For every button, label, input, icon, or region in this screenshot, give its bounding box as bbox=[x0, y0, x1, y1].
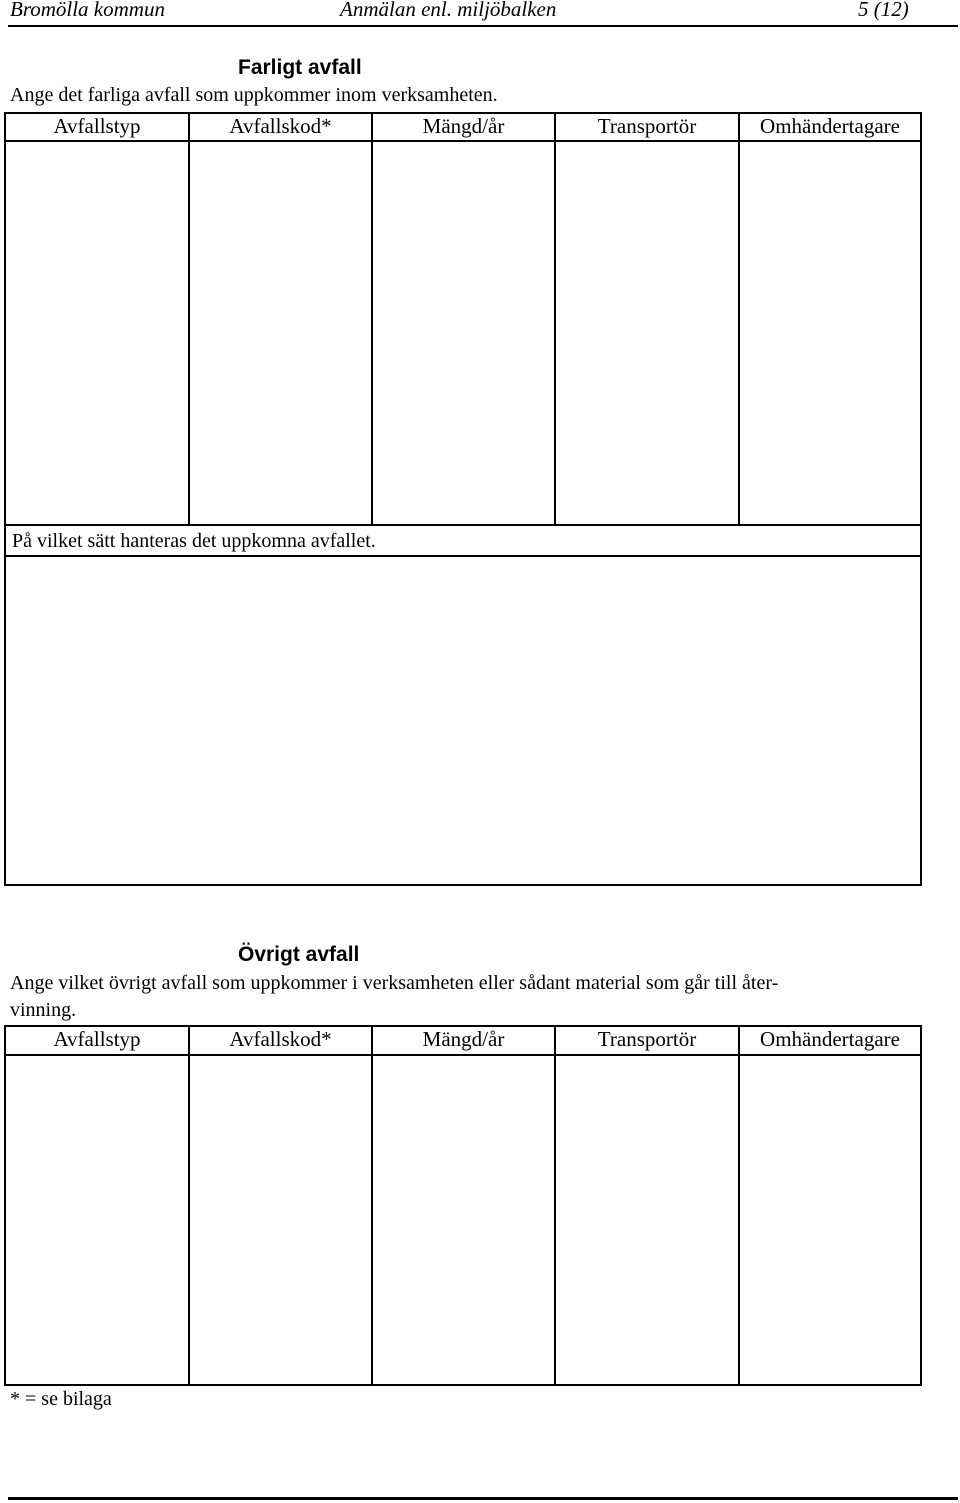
input-cell-mangd[interactable] bbox=[373, 142, 554, 526]
column-header-avfallstyp: Avfallstyp bbox=[53, 1027, 141, 1051]
column-header-transportor: Transportör bbox=[597, 114, 697, 138]
header-page-number: 5 (12) bbox=[858, 0, 909, 21]
input-cell-omhandertagare[interactable] bbox=[740, 1056, 920, 1386]
waste-handling-label: På vilket sätt hanteras det uppkomna avfallet. bbox=[12, 530, 376, 552]
waste-handling-input[interactable] bbox=[6, 557, 920, 884]
column-header-avfallskod: Avfallskod* bbox=[229, 114, 332, 138]
header-rule bbox=[8, 25, 958, 27]
other-waste-heading: Övrigt avfall bbox=[238, 943, 360, 966]
hazardous-waste-instruction: Ange det farliga avfall som uppkommer inom verksamheten. bbox=[10, 84, 498, 106]
input-cell-transportor[interactable] bbox=[556, 1056, 738, 1386]
footer-rule bbox=[8, 1497, 958, 1500]
column-header-mangd: Mängd/år bbox=[422, 114, 505, 138]
input-cell-avfallskod[interactable] bbox=[190, 142, 371, 526]
hazardous-waste-table bbox=[4, 112, 922, 526]
input-cell-avfallstyp[interactable] bbox=[6, 142, 188, 526]
hazardous-waste-heading: Farligt avfall bbox=[238, 56, 362, 79]
column-header-transportor: Transportör bbox=[597, 1027, 697, 1051]
input-cell-avfallstyp[interactable] bbox=[6, 1056, 188, 1386]
column-header-omhandertagare: Omhändertagare bbox=[760, 1027, 900, 1051]
input-cell-avfallskod[interactable] bbox=[190, 1056, 371, 1386]
footnote: * = se bilaga bbox=[10, 1388, 112, 1410]
input-cell-transportor[interactable] bbox=[556, 142, 738, 526]
other-waste-instruction-line1: Ange vilket övrigt avfall som uppkommer i verksamheten eller sådant material som går till åter- bbox=[10, 972, 779, 994]
other-waste-table bbox=[4, 1025, 922, 1386]
waste-handling-box bbox=[4, 524, 922, 886]
column-header-avfallskod: Avfallskod* bbox=[229, 1027, 332, 1051]
input-cell-omhandertagare[interactable] bbox=[740, 142, 920, 526]
column-header-avfallstyp: Avfallstyp bbox=[53, 114, 141, 138]
other-waste-instruction-line2: vinning. bbox=[10, 999, 77, 1021]
column-header-omhandertagare: Omhändertagare bbox=[760, 114, 900, 138]
input-cell-mangd[interactable] bbox=[373, 1056, 554, 1386]
header-document-title: Anmälan enl. miljöbalken bbox=[340, 0, 557, 21]
header-municipality: Bromölla kommun bbox=[10, 0, 165, 21]
column-header-mangd: Mängd/år bbox=[422, 1027, 505, 1051]
